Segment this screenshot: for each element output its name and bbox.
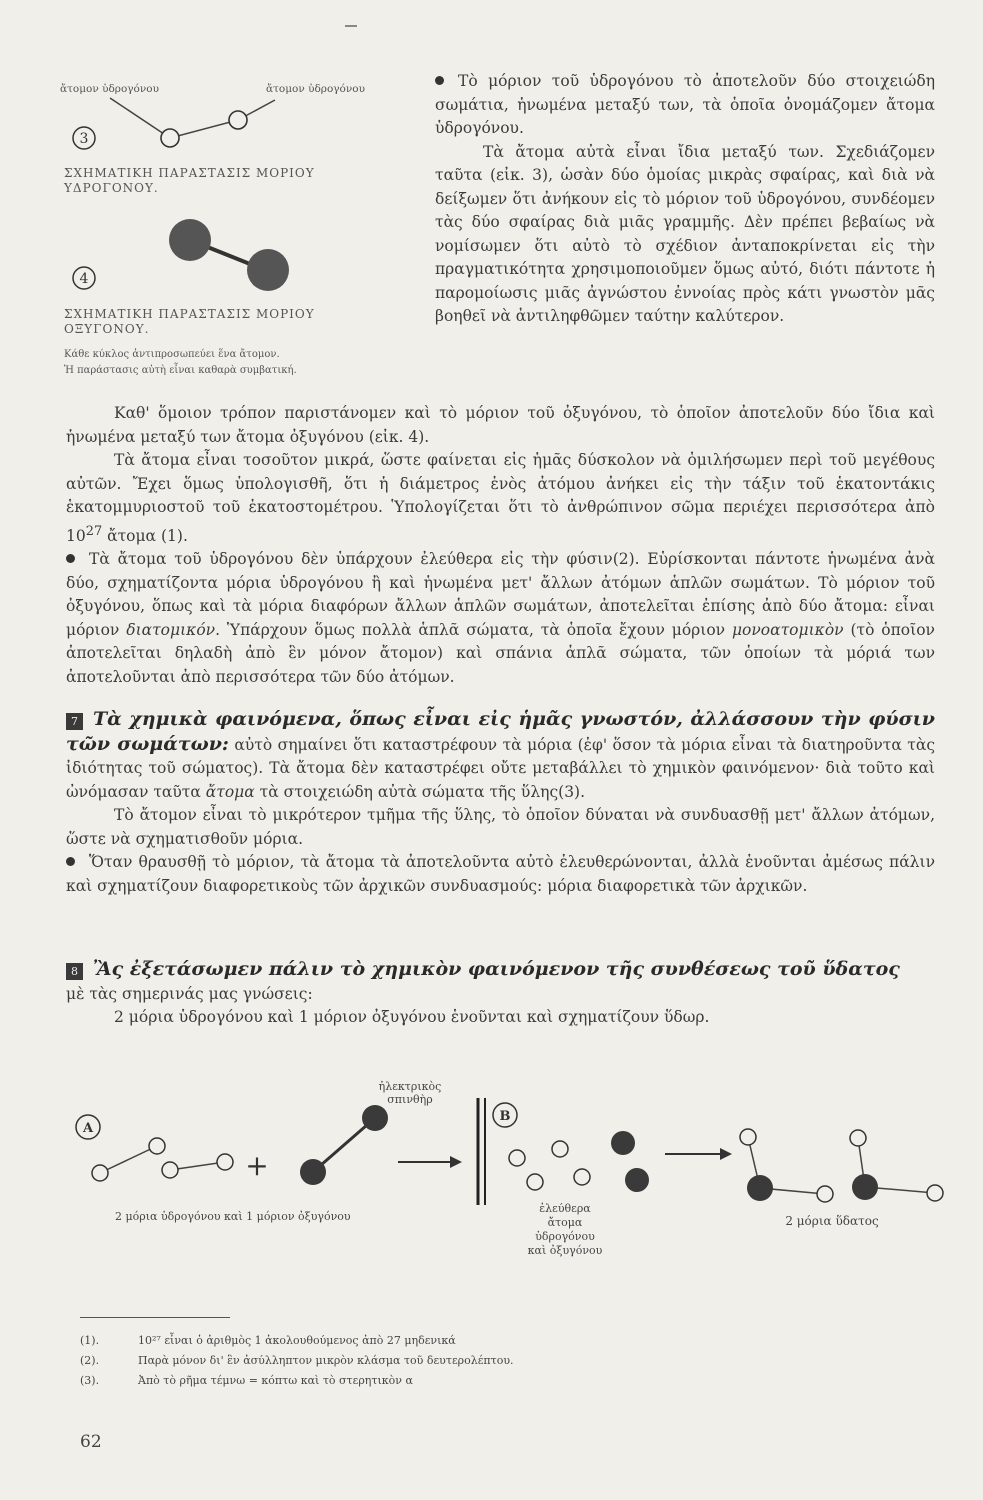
spark-label-1: ἠλεκτρικὸς [378,1080,442,1093]
free-h-3 [527,1174,543,1190]
section-7-para: 7 Τὰ χημικὰ φαινόμενα, ὅπως εἶναι εἰς ἡμᾶς γνωστόν, ἀλλάσσουν τὴν φύσιν τῶν σωμάτων: αὐτὸ σημαίνει ὅτι καταστρέφουν τὰ μόρια (ἐφ' ὅσον τὰ μόρια εἶναι τὰ διατηροῦντα τὰς ἰδιότητας τοῦ σώματος). Τὰ ἄτομα δὲν καταστρέφει οὔτε μεταβάλλει τὸ χημικὸν φαινόμενον· διὰ τοῦτο καὶ ὠνόμασαν ταῦτα ἄτομα τὰ στοιχειώδη αὐτὰ σώματα τῆς ὕλης(3). [66,708,935,801]
h2o-1-o [747,1175,773,1201]
caption-C: 2 μόρια ὕδατος [785,1214,879,1228]
caption-A: 2 μόρια ὑδρογόνου καὶ 1 μόριον ὀξυγόνου [115,1210,351,1223]
water-synthesis-diagram [60,1070,960,1270]
fig3-atom-left [161,129,179,147]
free-h-1 [509,1150,525,1166]
h2-1-bond [100,1146,157,1173]
plus-sign: + [245,1149,269,1182]
caption-B-3: ὑδρογόνου [535,1230,595,1243]
h2-1-atom-a [92,1165,108,1181]
o2-atom-a [300,1159,326,1185]
section-8-line: 2 μόρια ὑδρογόνου καὶ 1 μόριον ὀξυγόνου ἑνοῦνται καὶ σχηματίζουν ὕδωρ. [114,1008,710,1026]
h2o-2-h-a [850,1130,866,1146]
section-8 [66,958,935,1030]
para-molecule-break: Ὅταν θραυσθῇ τὸ μόριον, τὰ ἄτομα τὰ ἀποτελοῦντα αὐτὸ ἐλευθερώνονται, ἀλλὰ ἑνοῦνται ἀμέσως πάλιν καὶ σχηματίζουν διαφορετικοὺς τῶν ἀρχικῶν συνδυασμούς: μόρια διαφορετικὰ τῶν ἀρχικῶν. [66,853,935,895]
h2-2-atom-a [162,1162,178,1178]
free-h-2 [552,1141,568,1157]
fig3-caption: ΣΧΗΜΑΤΙΚΗ ΠΑΡΑΣΤΑΣΙΣ ΜΟΡΙΟΥ ΥΔΡΟΓΟΝΟΥ. [64,166,315,195]
fig3-atom-right [229,111,247,129]
fig4-caption: ΣΧΗΜΑΤΙΚΗ ΠΑΡΑΣΤΑΣΙΣ ΜΟΡΙΟΥ ΟΞΥΓΟΝΟΥ. [64,307,315,336]
fig3-number: 3 [79,131,89,147]
fig4-atom-left [169,219,211,261]
fig4-note-2: Ἡ παράστασις αὐτὴ εἶναι καθαρὰ συμβατική. [64,365,297,376]
o2-atom-b [362,1105,388,1131]
fig4-number: 4 [79,271,89,287]
caption-B-2: ἄτομα [547,1216,583,1229]
bullet-icon [435,76,444,85]
section-7-number: 7 [66,713,83,730]
h2-1-atom-b [149,1138,165,1154]
free-o-1 [611,1131,635,1155]
spark-label-2: σπινθὴρ [387,1093,433,1106]
section-8-body: μὲ τὰς σημερινάς μας γνώσεις: [66,984,313,1003]
footnote-rule [80,1317,230,1318]
free-o-2 [625,1168,649,1192]
fig3-label-left: ἄτομον ὑδρογόνου [60,83,159,95]
para-free-atoms: Τὰ ἄτομα τοῦ ὑδρογόνου δὲν ὑπάρχουν ἐλεύθερα εἰς τὴν φύσιν(2). Εὑρίσκονται πάντοτε ἡνωμένα ἀνὰ δύο, σχηματίζοντα μόρια ὑδρογόνου ἢ καὶ ἡνωμένα μετ' ἄλλων ἀτόμων ἁπλῶν σωμάτων. Τὸ μόριον τοῦ ὀξυγόνου, ὅπως καὶ τὰ μόρια διαφόρων ἄλλων ἁπλῶν σωμάτων, ἀποτελεῖται ἐπίσης ἀπὸ δύο ἄτομα: εἶναι μόριον διατομικόν. Ὑπάρχουν ὅμως πολλὰ ἁπλᾶ σώματα, τὰ ὁποῖα ἔχουν μόριον μονοατομικὸν (τὸ ὁποῖον ἀποτελεῖται δηλαδὴ ἀπὸ ἓν μόνον ἄτομον) καὶ σπάνια ἁπλᾶ σώματα, τῶν ὁποίων τὰ μόριά των ἀποτελοῦνται ἀπὸ περισσότερα τῶν δύο ἀτόμων. [66,550,935,686]
bullet-icon [66,554,75,563]
fig3-label-right: ἄτομον ὑδρογόνου [266,83,365,95]
label-B: B [499,1109,511,1124]
main-text [66,402,935,689]
h2-2-atom-b [217,1154,233,1170]
para-hydrogen-molecule: Τὸ μόριον τοῦ ὑδρογόνου τὸ ἀποτελοῦν δύο στοιχειώδη σωμάτια, ἡνωμένα μεταξύ των, τὰ ὁποῖα ὀνομάζομεν ἄτομα ὑδρογόνου. [435,72,935,137]
top-dash [345,25,357,27]
section-8-number: 8 [66,963,83,980]
para-oxygen-molecule: Καθ' ὅμοιον τρόπον παριστάνομεν καὶ τὸ μόριον τοῦ ὀξυγόνου, τὸ ὁποῖον ἀποτελοῦν δύο ἴδια καὶ ἡνωμένα μεταξύ των ἄτομα ὀξυγόνου (εἰκ. 4). [66,404,935,446]
section-8-heading: Ἂς ἐξετάσωμεν πάλιν τὸ χημικὸν φαινόμενον τῆς συνθέσεως τοῦ ὕδατος [93,958,900,980]
footnote-1: (1). 10²⁷ εἶναι ὁ ἀριθμὸς 1 ἀκολουθούμενος ἀπὸ 27 μηδενικά [80,1334,456,1347]
h2o-1-h-b [817,1186,833,1202]
section-7 [66,708,935,898]
h2o-2-o [852,1174,878,1200]
footnotes [80,1334,880,1394]
free-h-4 [574,1169,590,1185]
fig3-line-bond [170,120,238,138]
caption-B-4: καὶ ὀξυγόνου [527,1244,603,1257]
para-atom-definition: Τὸ ἄτομον εἶναι τὸ μικρότερον τμῆμα τῆς ὕλης, τὸ ὁποῖον δύναται νὰ συνδυασθῇ μετ' ἄλλων ἀτόμων, ὥστε νὰ σχηματισθοῦν μόρια. [66,806,935,848]
arrow-1-head [450,1156,462,1168]
caption-B-1: ἐλεύθερα [539,1202,591,1215]
para-atoms-identical: Τὰ ἄτομα αὐτὰ εἶναι ἴδια μεταξύ των. Σχεδιάζομεν ταῦτα (εἰκ. 3), ὡσὰν δύο ὁμοίας μικρὰς σφαίρας, καὶ διὰ νὰ δείξωμεν ὅτι ἀνήκουν εἰς τὸ μόριον τοῦ ὑδρογόνου, συνδέομεν τὰς δύο σφαίρας διὰ μιᾶς γραμμῆς. Δὲν πρέπει βεβαίως νὰ νομίσωμεν ὅτι αὐτὸ τὸ σχέδιον ἀνταποκρίνεται εἰς τὴν πραγματικότητα χρησιμοποιοῦμεν ὅμως αὐτό, διότι πάντοτε ἡ παρομοίωσις μιᾶς ἀγνώστου ἐννοίας πρὸς κάτι γνωστὸν μᾶς βοηθεῖ νὰ ἀντιληφθῶμεν ταύτην καλύτερον. [435,142,935,325]
bullet-icon [66,857,75,866]
section-7-heading: Τὰ χημικὰ φαινόμενα, ὅπως εἶναι εἰς ἡμᾶς γνωστόν, ἀλλάσσουν τὴν φύσιν τῶν σωμάτων: [66,708,935,755]
fig3-line-left [110,98,170,138]
h2o-2-h-b [927,1185,943,1201]
para-atom-size: Τὰ ἄτομα εἶναι τοσοῦτον μικρά, ὥστε φαίνεται εἰς ἡμᾶς δύσκολον νὰ ὁμιλήσωμεν περὶ τοῦ μεγέθους αὐτῶν. Ἔχει ὅμως ὑπολογισθῆ, ὅτι ἡ διάμετρος ἑνὸς ἀτόμου ἀνήκει εἰς τὴν τάξιν τοῦ ἑκατοντάκις ἑκατομμυριοστοῦ τοῦ ἑκατοστομέτρου. Ὑπολογίζεται ὅτι τὸ ἀνθρώπινον σῶμα περιέχει περισσότερα ἀπὸ $10^{27}$ ἄτομα (1). [66,451,935,545]
section-8-para [66,958,935,983]
label-A: A [82,1121,94,1136]
fig4-note-1: Κάθε κύκλος ἀντιπροσωπεύει ἕνα ἄτομον. [64,349,280,360]
footnote-2: (2). Παρὰ μόνον δι' ἓν ἀσύλληπτον μικρὸν κλάσμα τοῦ δευτερολέπτου. [80,1354,514,1367]
arrow-2-head [720,1148,732,1160]
h2o-1-h-a [740,1129,756,1145]
right-column [435,70,935,329]
footnote-3: (3). Ἀπὸ τὸ ρῆμα τέμνω = κόπτω καὶ τὸ στερητικὸν α [80,1374,413,1387]
fig4-atom-right [247,249,289,291]
page-number: 62 [80,1432,102,1452]
